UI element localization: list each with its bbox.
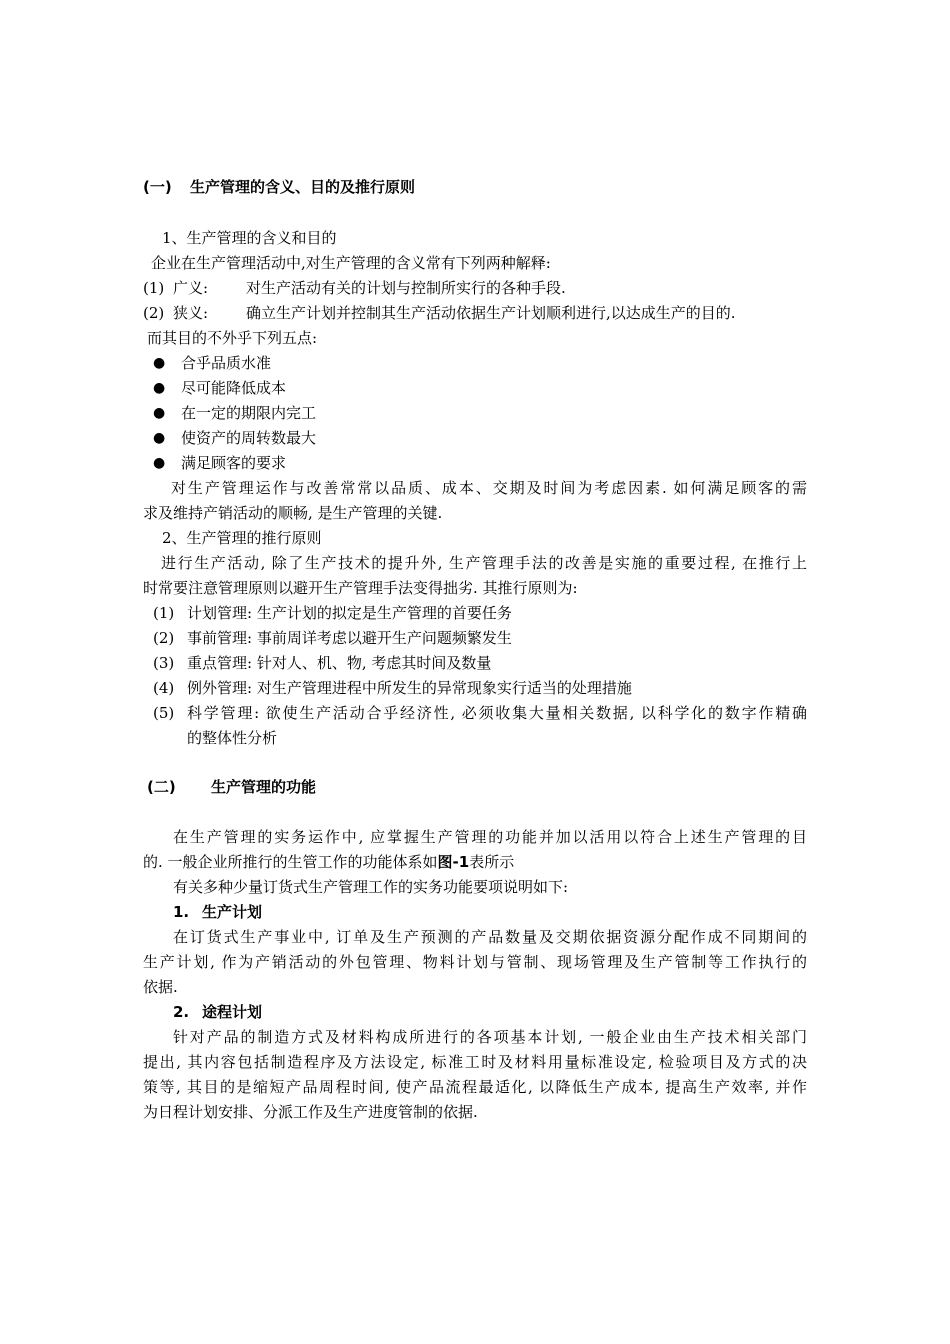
figure-reference: 图-1 <box>437 853 470 871</box>
bullet-icon: ● <box>153 455 166 471</box>
paragraph-line: 针对产品的制造方式及材料构成所进行的各项基本计划, 一般企业由生产技术相关部门 <box>173 1028 807 1046</box>
paragraph-line: 生产计划, 作为产销活动的外包管理、物料计划与管制、现场管理及生产管制等工作执行的 <box>143 953 807 971</box>
definition-1-label: 广义: <box>173 279 209 297</box>
paragraph-text: 表所示 <box>469 853 515 871</box>
bullet-item: 使资产的周转数最大 <box>181 429 317 447</box>
principle-text-continued: 的整体性分析 <box>187 729 278 747</box>
paragraph-line: 有关多种少量订货式生产管理工作的实务功能要项说明如下: <box>173 878 569 896</box>
paragraph-line: 对生产管理运作与改善常常以品质、成本、交期及时间为考虑因素. 如何满足顾客的需 <box>171 479 807 497</box>
section-2-title: 生产管理的功能 <box>211 778 317 796</box>
principle-text: 科学管理: 欲使生产活动合乎经济性, 必须收集大量相关数据, 以科学化的数字作精确 <box>187 704 807 722</box>
principle-text: 重点管理: 针对人、机、物, 考虑其时间及数量 <box>187 654 492 672</box>
principle-text: 事前管理: 事前周详考虑以避开生产问题频繁发生 <box>187 629 512 647</box>
definition-1-number: (1) <box>143 279 165 297</box>
bullet-icon: ● <box>153 355 166 371</box>
paragraph-line: 时常要注意管理原则以避开生产管理手法变得拙劣. 其推行原则为: <box>143 579 578 597</box>
paragraph-line: 在生产管理的实务运作中, 应掌握生产管理的功能并加以活用以符合上述生产管理的目 <box>173 828 807 846</box>
principle-number: (5) <box>153 704 175 722</box>
principle-number: (2) <box>153 629 175 647</box>
paragraph-line: 在订货式生产事业中, 订单及生产预测的产品数量及交期依据资源分配作成不同期间的 <box>173 928 807 946</box>
section-1-number: (一) <box>143 178 172 196</box>
paragraph-line: 为日程计划安排、分派工作及生产进度管制的依据. <box>143 1103 478 1121</box>
principle-text: 例外管理: 对生产管理进程中所发生的异常现象实行适当的处理措施 <box>187 679 632 697</box>
paragraph-line: 依据. <box>143 978 178 996</box>
definition-2-text: 确立生产计划并控制其生产活动依据生产计划顺利进行,以达成生产的目的. <box>246 304 736 322</box>
paragraph-line: 策等, 其目的是缩短产品周程时间, 使产品流程最适化, 以降低生产成本, 提高生产效率, 并作 <box>143 1078 807 1096</box>
paragraph-line: 求及维持产销活动的顺畅, 是生产管理的关键. <box>143 504 443 522</box>
section-2-number: (二) <box>147 778 176 796</box>
bullet-item: 满足顾客的要求 <box>181 454 287 472</box>
bullet-icon: ● <box>153 430 166 446</box>
principle-number: (4) <box>153 679 175 697</box>
bullet-item: 合乎品质水准 <box>181 354 272 372</box>
bullet-icon: ● <box>153 405 166 421</box>
bullet-icon: ● <box>153 380 166 396</box>
purpose-intro: 而其目的不外乎下列五点: <box>147 329 318 347</box>
subsection-2-heading: 2、生产管理的推行原则 <box>162 529 322 547</box>
definition-1-text: 对生产活动有关的计划与控制所实行的各种手段. <box>246 279 566 297</box>
bullet-item: 尽可能降低成本 <box>181 379 287 397</box>
paragraph-line: 进行生产活动, 除了生产技术的提升外, 生产管理手法的改善是实施的重要过程, 在推行上 <box>161 554 807 572</box>
paragraph-line <box>143 852 514 872</box>
principle-number: (1) <box>153 604 175 622</box>
section-1-title: 生产管理的含义、目的及推行原则 <box>190 178 416 196</box>
principle-text: 计划管理: 生产计划的拟定是生产管理的首要任务 <box>187 604 512 622</box>
paragraph-line: 提出, 其内容包括制造程序及方法设定, 标准工时及材料用量标准设定, 检验项目及方式的决 <box>143 1053 807 1071</box>
item-2-number: 2. <box>173 1003 190 1021</box>
principle-number: (3) <box>153 654 175 672</box>
paragraph-text: 的. 一般企业所推行的生管工作的功能体系如 <box>143 853 438 871</box>
subsection-1-heading: 1、生产管理的含义和目的 <box>162 229 337 247</box>
definition-2-number: (2) <box>143 304 165 322</box>
item-1-number: 1. <box>173 903 190 921</box>
definition-2-label: 狭义: <box>173 304 209 322</box>
item-1-title: 生产计划 <box>202 903 263 921</box>
item-2-title: 途程计划 <box>202 1003 263 1021</box>
intro-paragraph: 企业在生产管理活动中,对生产管理的含义常有下列两种解释: <box>151 254 551 272</box>
bullet-item: 在一定的期限内完工 <box>181 404 317 422</box>
